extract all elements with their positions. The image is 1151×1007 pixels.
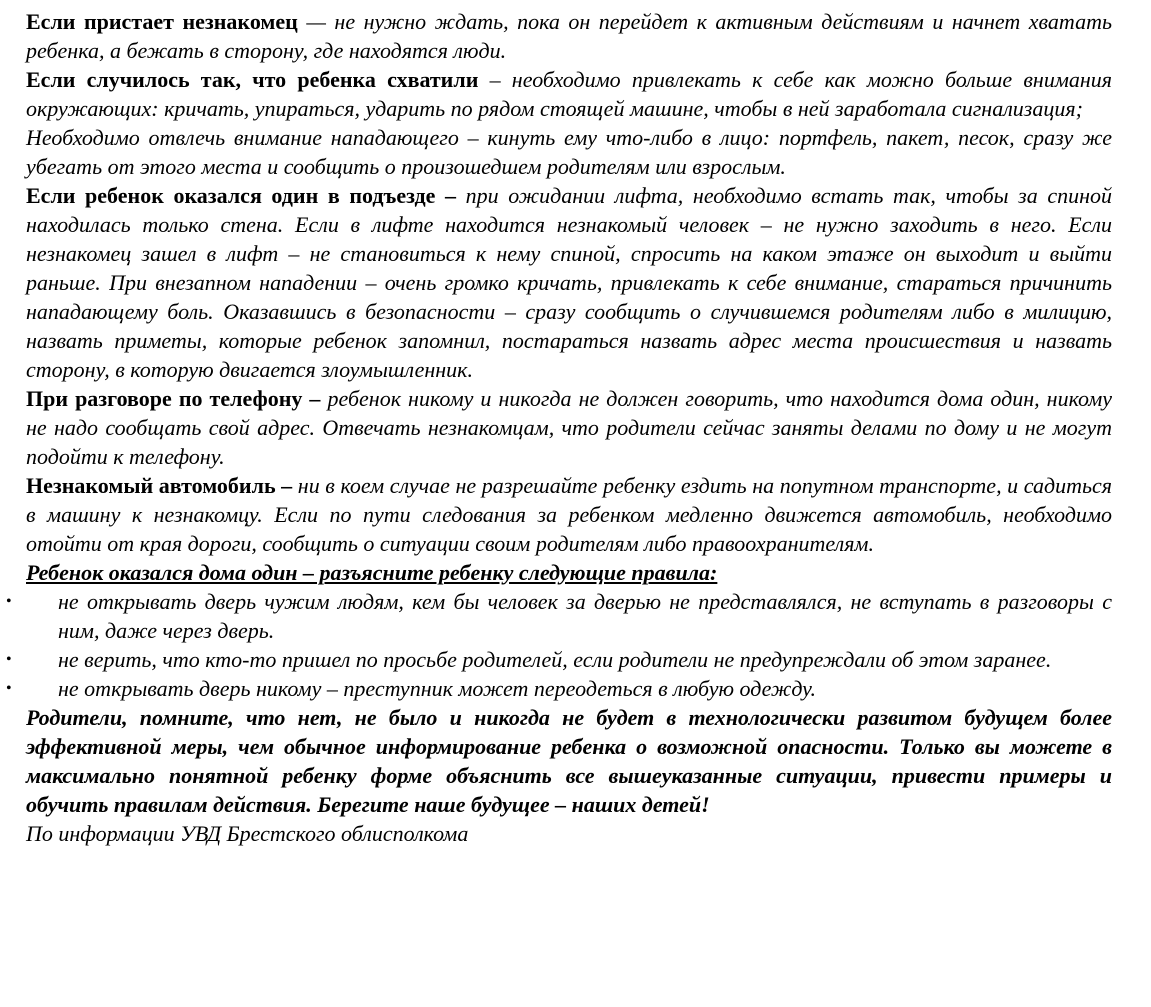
closing-appeal: Родители, помните, что нет, не было и никогда не будет в технологически развитом будущем более эффективной меры, чем обычное информирование ребенка о возможной опасности. Только вы можете в максимально понятной ребенку форме объяснить все вышеуказанные ситуации, привести примеры и обучить правилам действия. Берегите наше будущее – наших детей! (26, 705, 1112, 817)
paragraph-lead: Если ребенок оказался один в подъезде – (26, 183, 457, 208)
paragraph-lead: При разговоре по телефону – (26, 386, 321, 411)
paragraph-body: ребенок никому и никогда не должен говорить, что находится дома один, никому не надо сообщать свой адрес. Отвечать незнакомцам, что родители сейчас заняты делами по дому и не могут подойти к телефону. (26, 386, 1112, 469)
paragraph-lead: Если пристает незнакомец (26, 9, 298, 34)
home-alone-rules-list (6, 587, 1112, 703)
paragraph-phone (26, 384, 1112, 471)
rule-text: не верить, что кто-то пришел по просьбе родителей, если родители не предупреждали об этом заранее. (58, 647, 1052, 672)
home-alone-heading: Ребенок оказался дома один – разъясните ребенку следующие правила: (26, 560, 718, 585)
list-item (6, 587, 1112, 645)
paragraph-body: — не нужно ждать, пока он перейдет к активным действиям и начнет хватать ребенка, а бежать в сторону, где находятся люди. (26, 9, 1112, 63)
paragraph-car (26, 471, 1112, 558)
bullet-icon: • (6, 593, 12, 610)
paragraph-body: Необходимо отвлечь внимание нападающего – кинуть ему что-либо в лицо: портфель, пакет, песок, сразу же убегать от этого места и сообщить о произошедшем родителям или взрослым. (26, 125, 1112, 179)
paragraph-body: при ожидании лифта, необходимо встать так, чтобы за спиной находилась только стена. Если в лифте находится незнакомый человек – не нужно заходить в него. Если незнакомец зашел в лифт – не становиться к нему спиной, спросить на каком этаже он выходит и выйти раньше. При внезапном нападении – очень громко кричать, привлекать к себе внимание, стараться причинить нападающему боль. Оказавшись в безопасности – сразу сообщить о случившемся родителям либо в милицию, назвать приметы, которые ребенок запомнил, постараться назвать адрес места происшествия и назвать сторону, в которую двигается злоумышленник. (26, 183, 1112, 382)
list-item (6, 645, 1112, 674)
rule-text: не открывать дверь никому – преступник может переодеться в любую одежду. (58, 676, 817, 701)
paragraph-grabbed (26, 65, 1112, 123)
bullet-icon: • (6, 651, 12, 668)
paragraph-body: ни в коем случае не разрешайте ребенку ездить на попутном транспорте, и садиться в машину к незнакомцу. Если по пути следования за ребенком медленно движется автомобиль, необходимо отойти от края дороги, сообщить о ситуации своим родителям либо правоохранителям. (26, 473, 1112, 556)
rule-text: не открывать дверь чужим людям, кем бы человек за дверью не представлялся, не вступать в разговоры с ним, даже через дверь. (58, 589, 1112, 643)
paragraph-lead: Если случилось так, что ребенка схватили (26, 67, 479, 92)
paragraph-stranger (26, 7, 1112, 65)
paragraph-distract (26, 123, 1112, 181)
paragraph-lead: Незнакомый автомобиль – (26, 473, 293, 498)
bullet-icon: • (6, 680, 12, 697)
document-page (6, 7, 1112, 848)
paragraph-body: – необходимо привлекать к себе как можно больше внимания окружающих: кричать, упираться, ударить по рядом стоящей машине, чтобы в ней заработала сигнализация; (26, 67, 1112, 121)
source-attribution: По информации УВД Брестского облисполкома (26, 821, 469, 846)
paragraph-entrance (26, 181, 1112, 384)
list-item (6, 674, 1112, 703)
